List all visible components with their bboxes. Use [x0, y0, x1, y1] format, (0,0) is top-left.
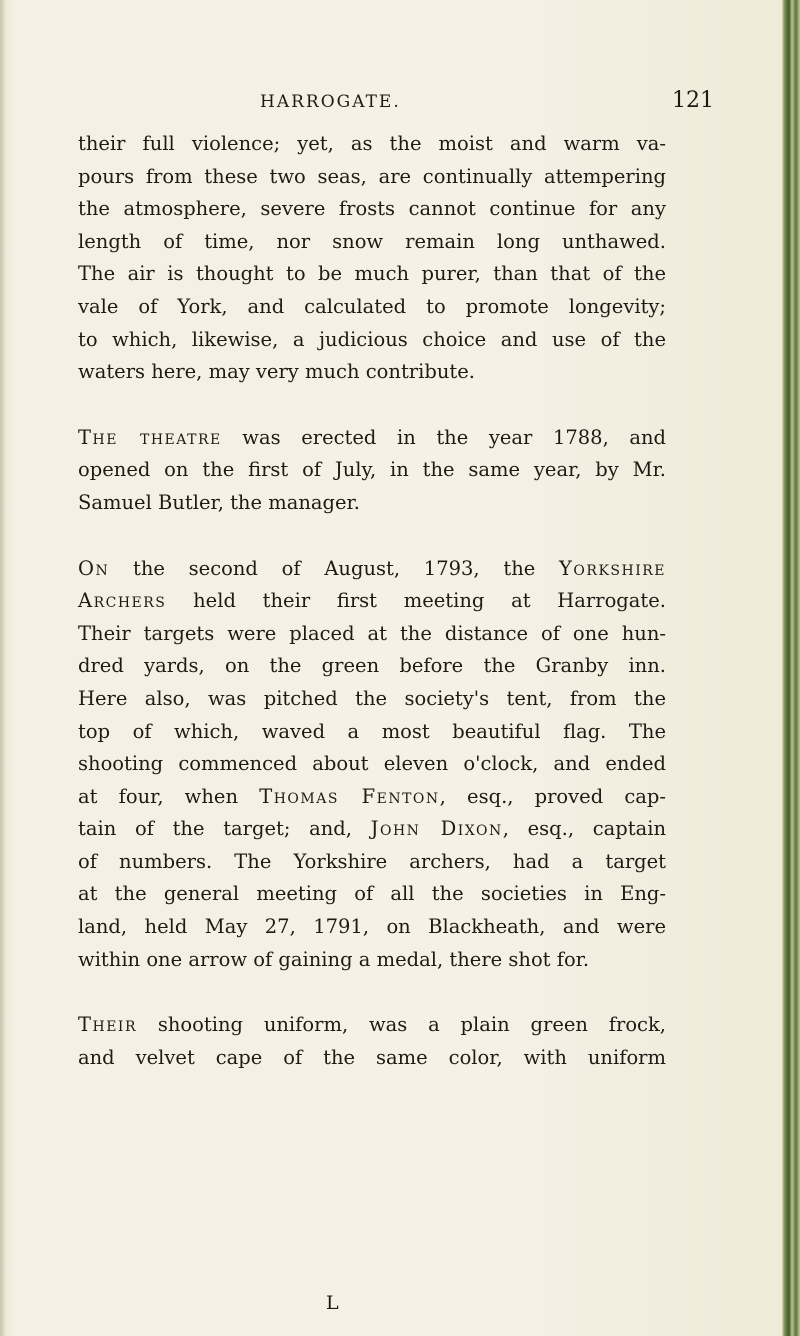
text-run: held their first meeting at Harrogate. — [166, 589, 666, 613]
small-caps-lead: Their — [78, 1013, 138, 1037]
text-line: Their targets were placed at the distance of one hun- — [78, 621, 666, 645]
small-caps-name: Yorkshire — [559, 556, 666, 580]
text-line: within one arrow of gaining a medal, there shot for. — [78, 947, 590, 971]
text-line: at the general meeting of all the societies in Eng- — [78, 882, 666, 906]
text-line: Samuel Butler, the manager. — [78, 490, 360, 514]
text-run: tain of the target; and, — [78, 817, 371, 841]
paragraph-archers — [78, 553, 666, 977]
page-header — [60, 88, 720, 124]
text-run: the second of August, 1793, the — [109, 556, 560, 580]
text-run: , esq., captain — [502, 817, 666, 841]
text-line — [78, 585, 666, 618]
text-line: The air is thought to be much purer, than that of the — [78, 262, 666, 286]
small-caps-name: John Dixon — [370, 817, 503, 841]
paragraph-gap — [78, 520, 666, 553]
paragraph-uniform — [78, 1009, 666, 1074]
paragraph-gap — [78, 976, 666, 1009]
text-line: top of which, waved a most beautiful flag. The — [78, 719, 666, 743]
page-number: 121 — [672, 88, 714, 113]
text-line: of numbers. The Yorkshire archers, had a target — [78, 849, 666, 873]
body-text — [78, 128, 666, 1074]
paragraph-gap — [78, 389, 666, 422]
text-run: at four, when — [78, 784, 260, 808]
text-line: pours from these two seas, are continually attempering — [78, 164, 666, 188]
small-caps-lead: The theatre — [78, 425, 222, 449]
text-line: vale of York, and calculated to promote longevity; — [78, 294, 666, 318]
small-caps-name: Thomas Fenton — [259, 784, 440, 808]
paragraph-theatre — [78, 422, 666, 520]
text-line — [78, 1009, 666, 1042]
text-line: their full violence; yet, as the moist and warm va- — [78, 132, 666, 155]
text-run: , esq., proved cap- — [439, 784, 666, 808]
small-caps-name: Archers — [78, 589, 167, 613]
text-line: land, held May 27, 1791, on Blackheath, and were — [78, 915, 666, 939]
text-line: Here also, was pitched the society's tent, from the — [78, 686, 666, 710]
text-run: shooting uniform, was a plain green frock, — [137, 1013, 666, 1037]
signature-mark: L — [326, 1292, 339, 1314]
text-line — [78, 553, 666, 586]
text-line — [78, 422, 666, 455]
text-line: opened on the first of July, in the same year, by Mr. — [78, 458, 666, 482]
binding-gutter — [782, 0, 800, 1336]
text-run: was erected in the year 1788, and — [221, 425, 667, 449]
text-line — [78, 813, 666, 846]
text-line: the atmosphere, severe frosts cannot continue for any — [78, 197, 666, 221]
paragraph-climate — [78, 128, 666, 389]
text-line: to which, likewise, a judicious choice and use of the — [78, 327, 666, 351]
text-line — [78, 781, 666, 814]
text-line: waters here, may very much contribute. — [78, 360, 475, 384]
text-line: length of time, nor snow remain long unthawed. — [78, 229, 666, 253]
running-head: HARROGATE. — [260, 92, 401, 112]
small-caps-lead: On — [78, 556, 110, 580]
text-line: dred yards, on the green before the Granby inn. — [78, 654, 666, 678]
text-line: and velvet cape of the same color, with uniform — [78, 1045, 666, 1069]
page-left-edge — [0, 0, 6, 1336]
text-line: shooting commenced about eleven o'clock, and ended — [78, 752, 666, 776]
